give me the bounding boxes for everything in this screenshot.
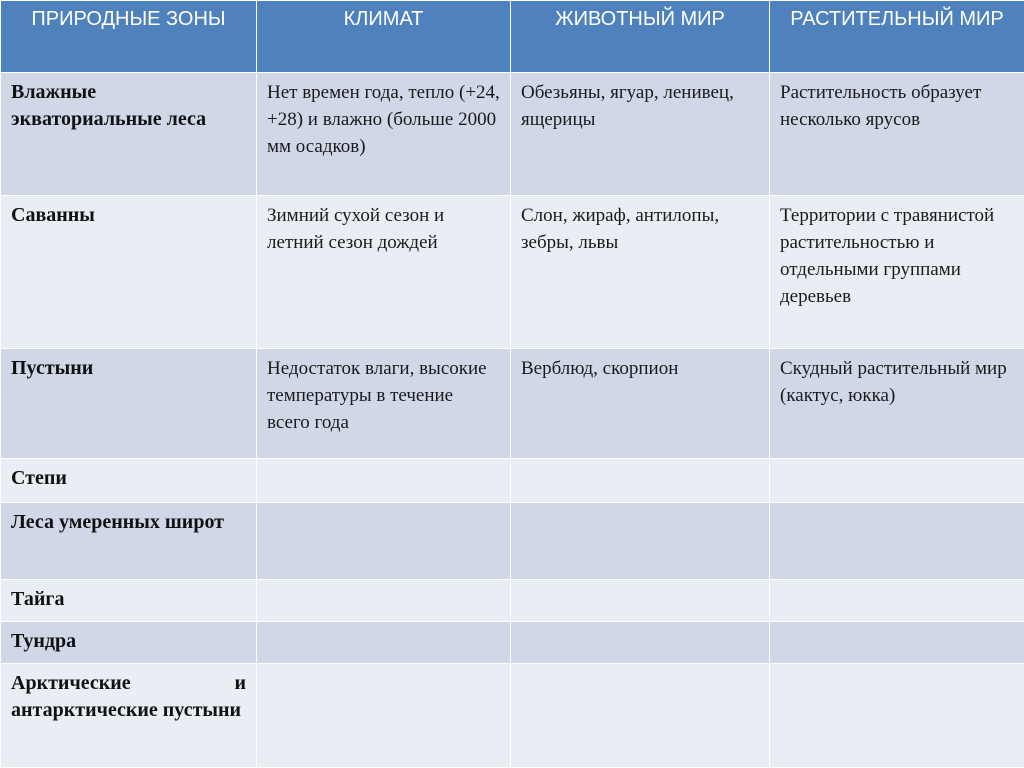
zone-name: Степи (1, 459, 257, 503)
climate-cell (257, 580, 511, 622)
table-row (1, 503, 1024, 580)
plants-cell (770, 664, 1024, 768)
animals-cell: Обезьяны, ягуар, ленивец, ящерицы (511, 73, 770, 196)
animals-cell (511, 503, 770, 580)
plants-cell (770, 459, 1024, 503)
zone-name: Влажные экваториальные леса (1, 73, 257, 196)
table-row (1, 622, 1024, 664)
table-row (1, 73, 1024, 196)
plants-cell: Растительность образует несколько ярусов (770, 73, 1024, 196)
climate-cell: Зимний сухой сезон и летний сезон дождей (257, 196, 511, 349)
animals-cell (511, 622, 770, 664)
zone-name: Пустыни (1, 349, 257, 459)
zone-name: Тундра (1, 622, 257, 664)
animals-cell (511, 580, 770, 622)
zone-name: Саванны (1, 196, 257, 349)
climate-cell: Нет времен года, тепло (+24, +28) и влажно (больше 2000 мм осадков) (257, 73, 511, 196)
climate-cell (257, 664, 511, 768)
climate-cell (257, 503, 511, 580)
header-row (1, 1, 1024, 73)
animals-cell: Верблюд, скорпион (511, 349, 770, 459)
table-row (1, 349, 1024, 459)
climate-cell: Недостаток влаги, высокие температуры в течение всего года (257, 349, 511, 459)
table-row (1, 664, 1024, 768)
animals-cell (511, 664, 770, 768)
plants-cell (770, 580, 1024, 622)
header-climate: КЛИМАТ (257, 1, 511, 73)
animals-cell: Слон, жираф, антилопы, зебры, львы (511, 196, 770, 349)
table-row (1, 580, 1024, 622)
zone-name: Тайга (1, 580, 257, 622)
zone-name: Арктические и антарктические пустыни (1, 664, 257, 768)
climate-cell (257, 459, 511, 503)
table-row (1, 196, 1024, 349)
header-zones: ПРИРОДНЫЕ ЗОНЫ (1, 1, 257, 73)
plants-cell: Территории с травянистой растительностью и отдельными группами деревьев (770, 196, 1024, 349)
zone-name: Леса умеренных широт (1, 503, 257, 580)
plants-cell (770, 503, 1024, 580)
plants-cell (770, 622, 1024, 664)
climate-cell (257, 622, 511, 664)
plants-cell: Скудный растительный мир (кактус, юкка) (770, 349, 1024, 459)
header-plants: РАСТИТЕЛЬНЫЙ МИР (770, 1, 1024, 73)
table-row (1, 459, 1024, 503)
animals-cell (511, 459, 770, 503)
header-animals: ЖИВОТНЫЙ МИР (511, 1, 770, 73)
